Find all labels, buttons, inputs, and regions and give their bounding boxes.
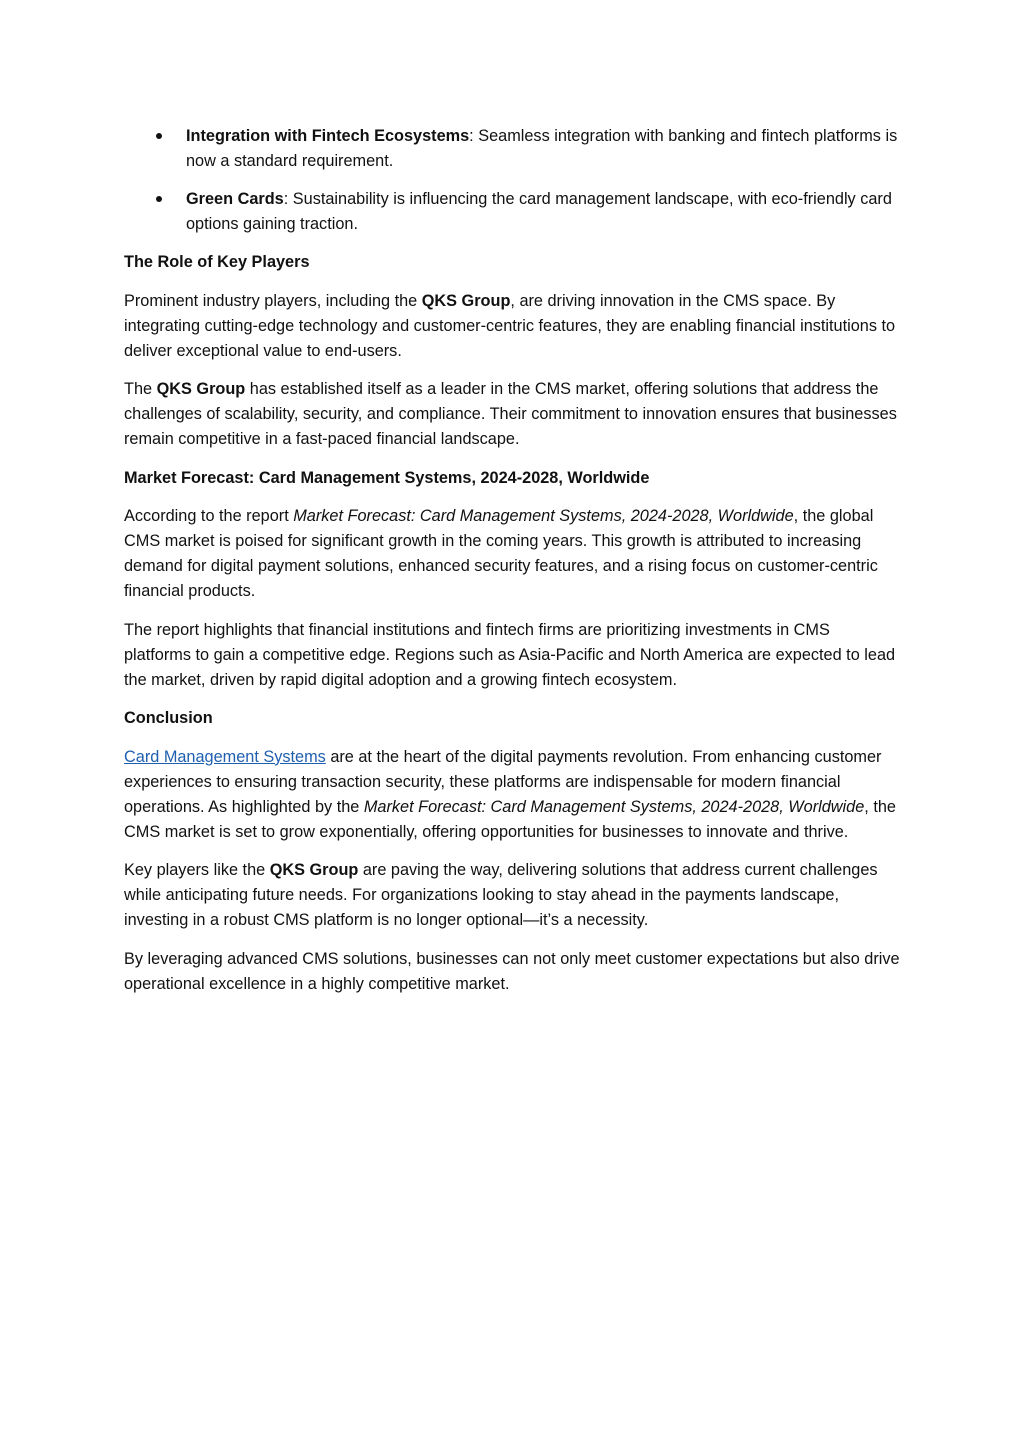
bullet-list [124, 124, 900, 237]
bullet-term: Integration with Fintech Ecosystems [186, 127, 470, 145]
bold-text: QKS Group [421, 291, 511, 310]
list-item [124, 187, 900, 237]
bullet-icon [156, 133, 162, 139]
text-run: Key players like the [124, 861, 270, 879]
text-run: , the CMS market is set to grow exponentially, offering opportunities for businesses to innovate and thrive. [124, 797, 896, 841]
paragraph [124, 289, 900, 364]
bold-text: QKS Group [269, 861, 359, 879]
bullet-text: : Sustainability is influencing the card management landscape, with eco-friendly card options gaining traction. [186, 190, 892, 233]
bullet-text: : Seamless integration with banking and fintech platforms is now a standard requirement. [186, 127, 898, 170]
text-run: has established itself as a leader in the CMS market, offering solutions that address the challenges of scalability, security, and compliance. Their commitment to innovation ensures that businesses remain competitive in a fast-paced financial landscape. [124, 380, 897, 448]
text-run: , are driving innovation in the CMS space. By integrating cutting-edge technology and customer-centric features, they are enabling financial institutions to deliver exceptional value to end-users. [124, 291, 896, 360]
heading-market-forecast: Market Forecast: Card Management Systems, 2024-2028, Worldwide [124, 468, 650, 487]
text-run: are at the heart of the digital payments revolution. From enhancing customer experiences to ensuring transaction security, these platforms are indispensable for modern financial operations. As highlighted by the [124, 747, 882, 816]
bold-text: QKS Group [156, 380, 246, 398]
heading-conclusion: Conclusion [124, 709, 213, 727]
text-run: The [124, 380, 157, 398]
paragraph: The report highlights that financial institutions and fintech firms are prioritizing investments in CMS platforms to gain a competitive edge. Regions such as Asia-Pacific and North America are expected to lead the market, driven by rapid digital adoption and a growing fintech ecosystem. [124, 620, 896, 689]
bullet-term: Green Cards [186, 190, 284, 208]
paragraph [124, 504, 900, 604]
list-item [124, 124, 900, 174]
paragraph [124, 745, 900, 845]
italic-text: Market Forecast: Card Management Systems, 2024-2028, Worldwide [293, 507, 794, 525]
paragraph [124, 858, 900, 933]
italic-text: Market Forecast: Card Management Systems, 2024-2028, Worldwide [363, 797, 865, 816]
document-page [124, 124, 900, 1010]
text-run: are paving the way, delivering solutions that address current challenges while anticipating future needs. For organizations looking to stay ahead in the payments landscape, investing in a robust CMS platform is no longer optional—it’s a necessity. [124, 861, 878, 929]
paragraph: By leveraging advanced CMS solutions, businesses can not only meet customer expectations but also drive operational excellence in a highly competitive market. [124, 949, 900, 993]
card-management-systems-link[interactable]: Card Management Systems [124, 747, 326, 766]
text-run: Prominent industry players, including the [124, 291, 422, 310]
text-run: , the global CMS market is poised for significant growth in the coming years. This growth is attributed to increasing demand for digital payment solutions, enhanced security features, and a rising focus on customer-centric financial products. [124, 507, 878, 600]
heading-key-players: The Role of Key Players [124, 253, 310, 271]
paragraph [124, 377, 900, 452]
text-run: According to the report [124, 507, 294, 525]
bullet-icon [156, 196, 162, 202]
